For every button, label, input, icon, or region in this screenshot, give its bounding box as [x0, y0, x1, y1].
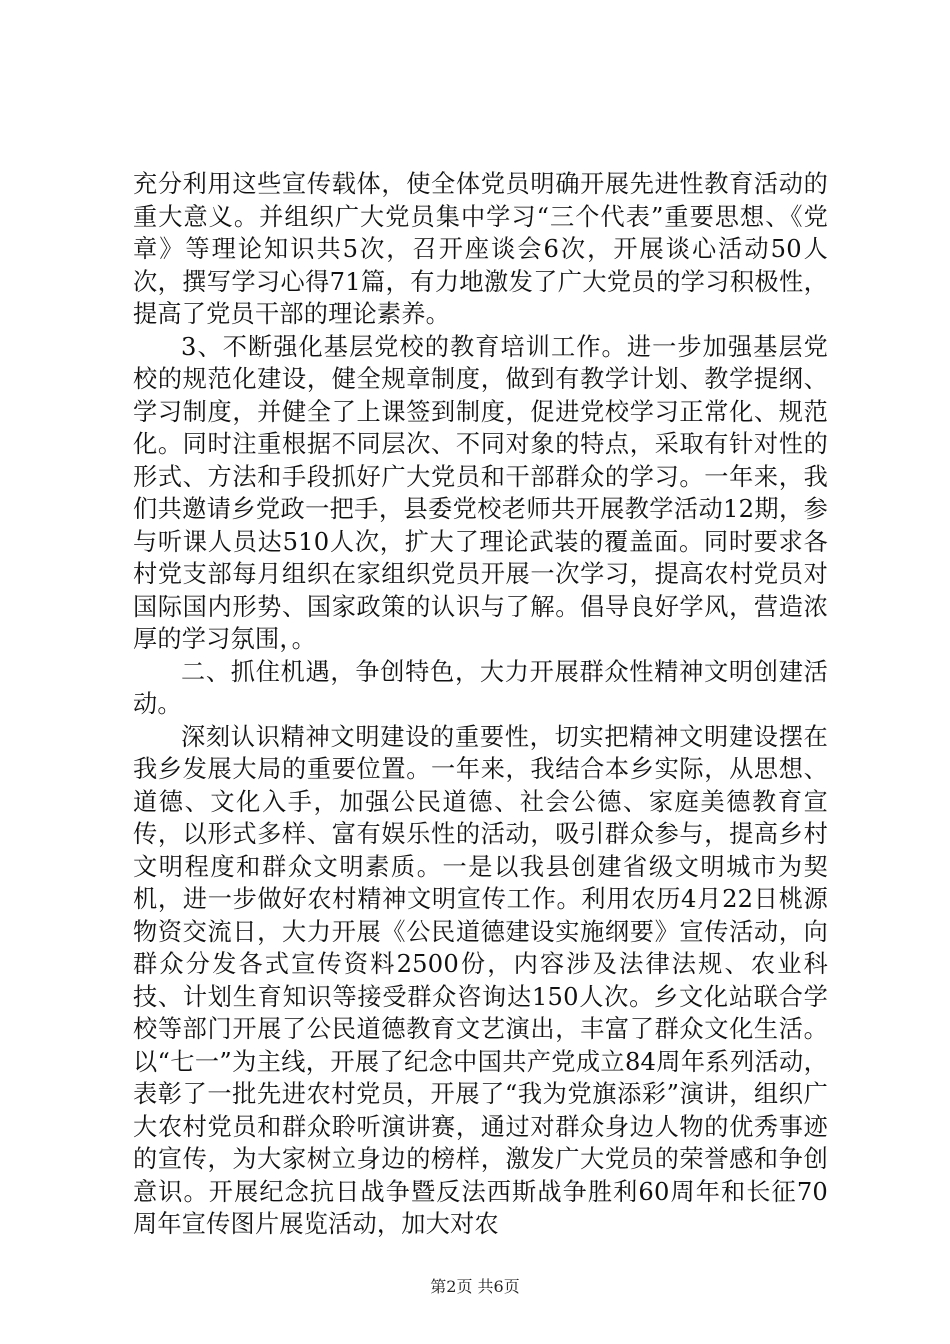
document-body [133, 168, 828, 1241]
section-heading-civilization: 二、抓住机遇，争创特色，大力开展群众性精神文明创建活动。 [133, 657, 828, 718]
paragraph-party-school-training: 3、不断强化基层党校的教育培训工作。进一步加强基层党校的规范化建设，健全规章制度，做到有教学计划、教学提纲、学习制度，并健全了上课签到制度，促进党校学习正常化、规范化。同时注重根据不同层次、不同对象的特点，采取有针对性的形式、方法和手段抓好广大党员和干部群众的学习。一年来，我们共邀请乡党政一把手，县委党校老师共开展教学活动12期，参与听课人员达510人次，扩大了理论武装的覆盖面。同时要求各村党支部每月组织在家组织党员开展一次学习，提高农村党员对国际国内形势、国家政策的认识与了解。倡导良好学风，营造浓厚的学习氛围，。 [133, 332, 828, 653]
page-number-footer: 第2页 共6页 [430, 1277, 520, 1296]
paragraph-propaganda-study: 充分利用这些宣传载体，使全体党员明确开展先进性教育活动的重大意义。并组织广大党员集中学习“三个代表”重要思想、《党章》等理论知识共5次，召开座谈会6次，开展谈心活动50人次，撰写学习心得71篇，有力地激发了广大党员的学习积极性，提高了党员干部的理论素养。 [133, 170, 828, 328]
paragraph-civilization-activities: 深刻认识精神文明建设的重要性，切实把精神文明建设摆在我乡发展大局的重要位置。一年来，我结合本乡实际，从思想、道德、文化入手，加强公民道德、社会公德、家庭美德教育宣传，以形式多样、富有娱乐性的活动，吸引群众参与，提高乡村文明程度和群众文明素质。一是以我县创建省级文明城市为契机，进一步做好农村精神文明宣传工作。利用农历4月22日桃源物资交流日，大力开展《公民道德建设实施纲要》宣传活动，向群众分发各式宣传资料2500份，内容涉及法律法规、农业科技、计划生育知识等接受群众咨询达150人次。乡文化站联合学校等部门开展了公民道德教育文艺演出，丰富了群众文化生活。以“七一”为主线，开展了纪念中国共产党成立84周年系列活动，表彰了一批先进农村党员，开展了“我为党旗添彩”演讲，组织广大农村党员和群众聆听演讲赛，通过对群众身边人物的优秀事迹的宣传，为大家树立身边的榜样，激发广大党员的荣誉感和争创意识。开展纪念抗日战争暨反法西斯战争胜利60周年和长征70周年宣传图片展览活动，加大对农 [133, 722, 828, 1238]
